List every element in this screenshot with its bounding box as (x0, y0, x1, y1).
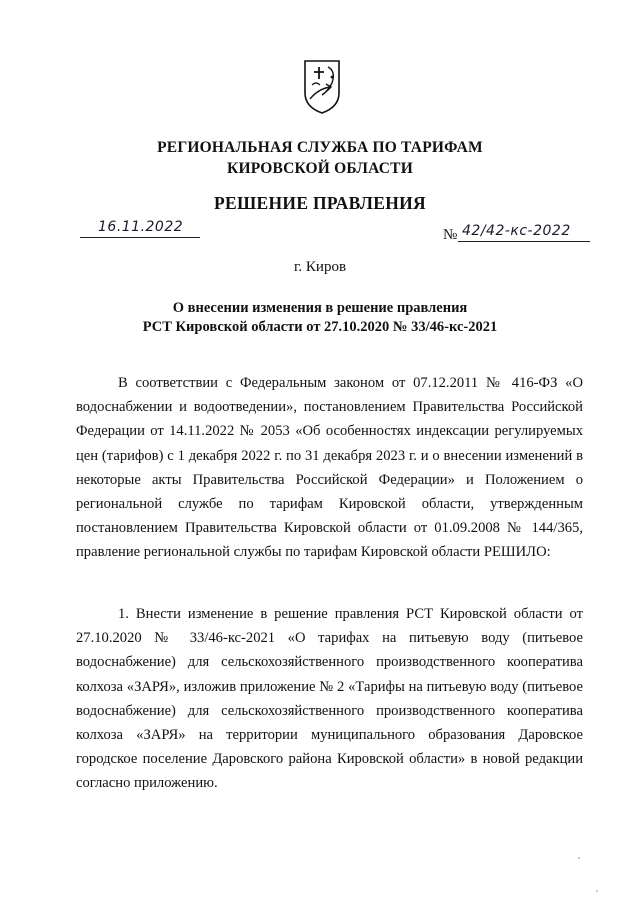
city: г. Киров (293, 259, 347, 275)
scan-speck (596, 890, 598, 892)
organization-name-line2: КИРОВСКОЙ ОБЛАСТИ (227, 160, 413, 177)
kirov-coat-of-arms-icon (302, 55, 342, 115)
subject-line2: РСТ Кировской области от 27.10.2020 № 33/46-кс-2021 (142, 319, 498, 335)
body-paragraph-2: 1. Внести изменение в решение правления РСТ Кировской области от 27.10.2020 № 33/46-кс-2021 «О тарифах на питьевую воду (питьевое водоснабжение) для сельскохозяйственного производственного кооператива колхоза «ЗАРЯ», изложив приложение № 2 «Тарифы на питьевую воду (питьевое водоснабжение) для сельскохозяйственного производственного кооператива колхоза «ЗАРЯ» на территории муниципального образования Даровское городское поселение Даровского района Кировской области» в новой редакции согласно приложению. (76, 606, 583, 792)
scan-speck (578, 857, 580, 859)
subject-line1: О внесении изменения в решение правления (172, 300, 468, 316)
document-date: 16.11.2022 (98, 219, 184, 235)
document-number: 42/42-кс-2022 (462, 223, 571, 239)
organization-name-line1: РЕГИОНАЛЬНАЯ СЛУЖБА ПО ТАРИФАМ (157, 139, 483, 156)
number-label: № (443, 227, 458, 243)
body-paragraph-1: В соответствии с Федеральным законом от 07.12.2011 № 416-ФЗ «О водоснабжении и водоотведении», постановлением Правительства Российской Федерации от 14.11.2022 № 2053 «Об особенностях индексации регулируемых цен (тарифов) с 1 декабря 2022 г. по 31 декабря 2023 г. и о внесении изменений в некоторые акты Правительства Российской Федерации» и Положением о региональной службе по тарифам Кировской области, утвержденным постановлением Правительства Кировской области от 01.09.2008 № 144/365, правление региональной службы по тарифам Кировской области РЕШИЛО: (76, 375, 583, 561)
document-type-title: РЕШЕНИЕ ПРАВЛЕНИЯ (214, 193, 426, 213)
